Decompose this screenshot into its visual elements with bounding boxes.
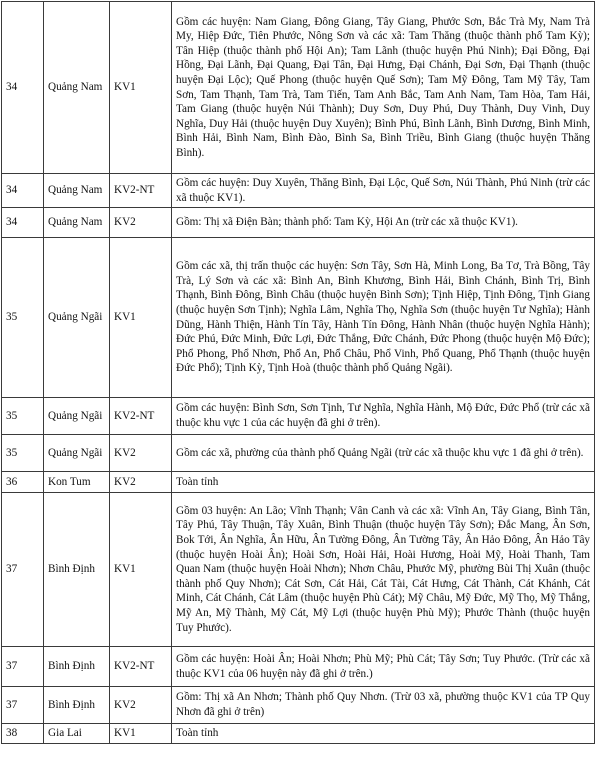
province-name-cell: Quảng Nam bbox=[44, 208, 110, 238]
area-code-cell: KV2-NT bbox=[110, 398, 172, 435]
area-description-cell: Gồm các huyện: Bình Sơn, Sơn Tịnh, Tư Nghĩa, Nghĩa Hành, Mộ Đức, Đức Phổ (trừ các xã thuộc khu vực 1 của các huyện đã ghi ở trên). bbox=[172, 398, 595, 435]
area-code-cell: KV2 bbox=[110, 208, 172, 238]
province-code-cell: 38 bbox=[2, 724, 44, 744]
area-description-cell: Toàn tỉnh bbox=[172, 724, 595, 744]
area-description-cell: Gồm các huyện: Nam Giang, Đông Giang, Tây Giang, Phước Sơn, Bắc Trà My, Nam Trà My, Hiệp Đức, Tiên Phước, Nông Sơn và các xã: Tam Thăng (thuộc thành phố Tam Kỳ); Tân Hiệp (thuộc thành phố Hội An); Tam Lãnh (thuộc huyện Phú Ninh); Đại Đồng, Đại Hồng, Đại Lãnh, Đại Quang, Đại Tân, Đại Hưng, Đại Chánh, Đại Sơn, Đại Thạnh (thuộc huyện Đại Lộc); Quế Phong (thuộc huyện Quế Sơn); Tam Mỹ Đông, Tam Mỹ Tây, Tam Sơn, Tam Thạnh, Tam Trà, Tam Tiến, Tam Anh Bắc, Tam Anh Nam, Tam Hòa, Tam Hải, Tam Giang (thuộc huyện Núi Thành); Duy Sơn, Duy Phú, Duy Thành, Duy Vinh, Duy Nghĩa, Duy Hải (thuộc huyện Duy Xuyên); Bình Phú, Bình Lãnh, Bình Dương, Bình Minh, Bình Hải, Bình Nam, Bình Đào, Bình Sa, Bình Triều, Bình Giang (thuộc huyện Thăng Bình). bbox=[172, 2, 595, 174]
area-code-cell: KV1 bbox=[110, 724, 172, 744]
province-name-cell: Bình Định bbox=[44, 687, 110, 724]
area-code-cell: KV1 bbox=[110, 2, 172, 174]
province-name-cell: Gia Lai bbox=[44, 724, 110, 744]
table-row bbox=[2, 435, 595, 472]
province-code-cell: 37 bbox=[2, 647, 44, 687]
area-description-cell: Gồm các huyện: Hoài Ân; Hoài Nhơn; Phù Mỹ; Phù Cát; Tây Sơn; Tuy Phước. (Trừ các xã thuộc KV1 của 06 huyện này đã ghi ở trên.) bbox=[172, 647, 595, 687]
table-row bbox=[2, 687, 595, 724]
province-code-cell: 34 bbox=[2, 174, 44, 208]
province-name-cell: Quảng Nam bbox=[44, 2, 110, 174]
area-description-cell: Gồm các xã, thị trấn thuộc các huyện: Sơn Tây, Sơn Hà, Minh Long, Ba Tơ, Trà Bồng, Tây Trà, Lý Sơn và các xã: Bình An, Bình Khương, Bình Hải, Bình Chánh, Bình Trị, Bình Thạnh, Bình Đông, Bình Châu (thuộc huyện Bình Sơn); Tịnh Hiệp, Tịnh Đông, Tịnh Giang (thuộc huyện Sơn Tịnh); Nghĩa Lâm, Nghĩa Thọ, Nghĩa Sơn (thuộc huyện Tư Nghĩa); Hành Dũng, Hành Thiện, Hành Tín Tây, Hành Tín Đông, Hành Nhân (thuộc huyện Nghĩa Hành); Đức Phú, Đức Minh, Đức Lợi, Đức Thắng, Đức Chánh, Đức Phong (thuộc huyện Mộ Đức); Phổ Phong, Phổ Nhơn, Phổ An, Phổ Châu, Phổ Vinh, Phổ Quang, Phổ Thạnh (thuộc huyện Đức Phổ); Tịnh Kỳ, Tịnh Hoà (thuộc thành phố Quảng Ngãi). bbox=[172, 238, 595, 398]
table-row bbox=[2, 493, 595, 647]
area-code-cell: KV2-NT bbox=[110, 174, 172, 208]
province-name-cell: Quảng Ngãi bbox=[44, 398, 110, 435]
table-row bbox=[2, 472, 595, 493]
province-name-cell: Quảng Nam bbox=[44, 174, 110, 208]
table-row bbox=[2, 2, 595, 174]
table-row bbox=[2, 174, 595, 208]
area-code-cell: KV2 bbox=[110, 687, 172, 724]
province-code-cell: 35 bbox=[2, 238, 44, 398]
region-table bbox=[1, 1, 595, 744]
area-code-cell: KV2 bbox=[110, 472, 172, 493]
province-name-cell: Bình Định bbox=[44, 493, 110, 647]
area-description-cell: Gồm: Thị xã Điện Bàn; thành phố: Tam Kỳ, Hội An (trừ các xã thuộc KV1). bbox=[172, 208, 595, 238]
province-code-cell: 37 bbox=[2, 493, 44, 647]
province-name-cell: Quảng Ngãi bbox=[44, 238, 110, 398]
area-description-cell: Gồm 03 huyện: An Lão; Vĩnh Thạnh; Vân Canh và các xã: Vĩnh An, Tây Giang, Bình Tân, Tây Phú, Tây Thuận, Tây Xuân, Bình Thuận (thuộc huyện Tây Sơn); Đắc Mang, Ân Sơn, Bok Tới, Ân Nghĩa, Ân Hữu, Ân Tường Đông, Ân Tường Tây, Ân Hảo Đông, Ân Hảo Tây (thuộc huyện Hoài Ân); Hoài Sơn, Hoài Hải, Hoài Hương, Hoài Mỹ, Hoài Thanh, Tam Quan Nam (thuộc huyện Hoài Nhơn); Nhơn Châu, Phước Mỹ, phường Bùi Thị Xuân (thuộc thành phố Quy Nhơn); Cát Sơn, Cát Hải, Cát Tài, Cát Hưng, Cát Thành, Cát Khánh, Cát Minh, Cát Chánh, Cát Lâm (thuộc huyện Phù Cát); Mỹ Châu, Mỹ Đức, Mỹ Thọ, Mỹ Thắng, Mỹ An, Mỹ Thành, Mỹ Cát, Mỹ Lợi (thuộc huyện Phù Mỹ); Phước Thành (thuộc huyện Tuy Phước). bbox=[172, 493, 595, 647]
area-description-cell: Gồm: Thị xã An Nhơn; Thành phố Quy Nhơn. (Trừ 03 xã, phường thuộc KV1 của TP Quy Nhơn đã ghi ở trên) bbox=[172, 687, 595, 724]
province-code-cell: 34 bbox=[2, 2, 44, 174]
area-code-cell: KV1 bbox=[110, 238, 172, 398]
area-code-cell: KV2-NT bbox=[110, 647, 172, 687]
province-name-cell: Quảng Ngãi bbox=[44, 435, 110, 472]
province-name-cell: Kon Tum bbox=[44, 472, 110, 493]
table-row bbox=[2, 208, 595, 238]
province-code-cell: 37 bbox=[2, 687, 44, 724]
province-code-cell: 35 bbox=[2, 398, 44, 435]
province-code-cell: 35 bbox=[2, 435, 44, 472]
area-code-cell: KV1 bbox=[110, 493, 172, 647]
province-code-cell: 34 bbox=[2, 208, 44, 238]
area-description-cell: Gồm các xã, phường của thành phố Quảng Ngãi (trừ các xã thuộc khu vực 1 đã ghi ở trên). bbox=[172, 435, 595, 472]
table-row bbox=[2, 398, 595, 435]
province-name-cell: Bình Định bbox=[44, 647, 110, 687]
area-description-cell: Toàn tỉnh bbox=[172, 472, 595, 493]
table-row bbox=[2, 647, 595, 687]
table-row bbox=[2, 724, 595, 744]
area-description-cell: Gồm các huyện: Duy Xuyên, Thăng Bình, Đại Lộc, Quế Sơn, Núi Thành, Phú Ninh (trừ các xã thuộc KV1). bbox=[172, 174, 595, 208]
area-code-cell: KV2 bbox=[110, 435, 172, 472]
table-row bbox=[2, 238, 595, 398]
province-code-cell: 36 bbox=[2, 472, 44, 493]
